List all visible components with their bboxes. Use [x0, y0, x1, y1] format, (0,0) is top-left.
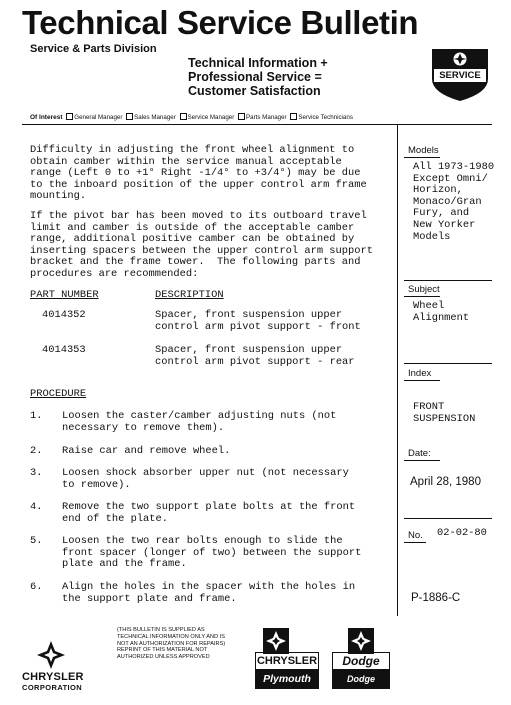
interest-bar: [30, 113, 353, 121]
tagline: [188, 56, 328, 98]
step-text: Loosen the caster/camber adjusting nuts (not necessary to remove them).: [62, 410, 337, 434]
models-label: Models: [408, 145, 439, 156]
index-divider: [404, 363, 492, 364]
part-number: 4014352: [42, 309, 86, 321]
step-text: Raise car and remove wheel.: [62, 445, 231, 457]
parts-header-number: PART NUMBER: [30, 289, 99, 301]
bulletin-number-value: 02-02-80: [437, 527, 487, 539]
checkbox-icon: [238, 113, 245, 120]
interest-label: Of Interest: [30, 114, 63, 121]
authorization-footnote: (THIS BULLETIN IS SUPPLIED AS TECHNICAL INFORMATION ONLY AND IS NOT AN AUTHORIZATION FOR REPAIRS) REPRINT OF THIS MATERIAL NOT AUTHORIZED UNLESS APPROVED: [117, 627, 226, 661]
step-text: Remove the two support plate bolts at the front end of the plate.: [62, 501, 356, 525]
pentastar-logo-icon: [36, 640, 66, 670]
step-number: 5.: [30, 535, 43, 547]
step-number: 2.: [30, 445, 43, 457]
document-code: P-1886-C: [411, 592, 461, 604]
parts-header-description: DESCRIPTION: [155, 289, 224, 301]
intro-paragraph-1: Difficulty in adjusting the front wheel alignment to obtain camber within the service manual acceptable range (Left 0 to +1° Right -1/4° to +3/4°) may be due to the inboard position of the upper control arm frame mounting.: [30, 144, 367, 203]
header-divider: [22, 124, 492, 125]
date-label: Date:: [408, 448, 431, 459]
step-number: 4.: [30, 501, 43, 513]
bulletin-number-label: No.: [408, 530, 423, 541]
subject-rule: [404, 296, 440, 297]
procedure-heading: PROCEDURE: [30, 388, 87, 400]
corporation-subtitle: CORPORATION: [22, 683, 83, 692]
tagline-line-3: Customer Satisfaction: [188, 84, 321, 98]
interest-service-manager: Service Manager: [187, 114, 235, 121]
checkbox-icon: [126, 113, 133, 120]
chrysler-pentastar-icon: [263, 628, 289, 654]
service-badge-label: SERVICE: [439, 70, 481, 81]
part-description: Spacer, front suspension upper control arm pivot support - rear: [155, 344, 355, 368]
part-description: Spacer, front suspension upper control arm pivot support - front: [155, 309, 361, 333]
brand-dodge: Dodge: [332, 652, 390, 670]
interest-service-technicians: Service Technicians: [298, 114, 353, 121]
interest-general-manager: General Manager: [74, 114, 123, 121]
sidebar-divider: [397, 124, 398, 616]
step-text: Loosen shock absorber upper nut (not necessary to remove).: [62, 467, 349, 491]
step-number: 3.: [30, 467, 43, 479]
service-shield-badge: [430, 47, 490, 103]
index-value: FRONT SUSPENSION: [413, 401, 476, 425]
brand-chrysler: CHRYSLER: [255, 652, 319, 670]
subject-value: Wheel Alignment: [413, 300, 470, 324]
checkbox-icon: [66, 113, 73, 120]
bulletin-number-rule: [404, 542, 426, 543]
division-name: Service & Parts Division: [30, 43, 157, 55]
step-number: 1.: [30, 410, 43, 422]
step-text: Loosen the two rear bolts enough to slide the front spacer (longer of two) between the support plate and the frame.: [62, 535, 362, 571]
checkbox-icon: [180, 113, 187, 120]
intro-paragraph-2: If the pivot bar has been moved to its outboard travel limit and camber is outside of the acceptable camber range, additional positive camber can be obtained by inserting spacers between the upper control arm support bracket and the frame tower. The following parts and procedures are recommended:: [30, 210, 373, 280]
tagline-line-1: Technical Information +: [188, 56, 328, 70]
interest-sales-manager: Sales Manager: [134, 114, 176, 121]
interest-parts-manager: Parts Manager: [246, 114, 287, 121]
subject-divider: [404, 280, 492, 281]
part-number: 4014353: [42, 344, 86, 356]
step-text: Align the holes in the spacer with the holes in the support plate and frame.: [62, 581, 356, 605]
corporation-name: CHRYSLER: [22, 671, 84, 683]
tagline-line-2: Professional Service =: [188, 70, 322, 84]
step-number: 6.: [30, 581, 43, 593]
dodge-pentastar-icon: [348, 628, 374, 654]
bulletin-title: Technical Service Bulletin: [22, 4, 419, 41]
date-rule: [404, 460, 440, 461]
subject-label: Subject: [408, 284, 440, 295]
number-divider: [404, 518, 492, 519]
index-label: Index: [408, 368, 432, 379]
date-value: April 28, 1980: [410, 476, 481, 488]
brand-dodge-trucks: Dodge Trucks: [332, 670, 390, 689]
index-rule: [404, 380, 440, 381]
models-value: All 1973-1980 Except Omni/ Horizon, Monaco/Gran Fury, and New Yorker Models: [413, 161, 495, 243]
checkbox-icon: [290, 113, 297, 120]
models-rule: [404, 157, 440, 158]
brand-plymouth: Plymouth: [255, 670, 319, 689]
